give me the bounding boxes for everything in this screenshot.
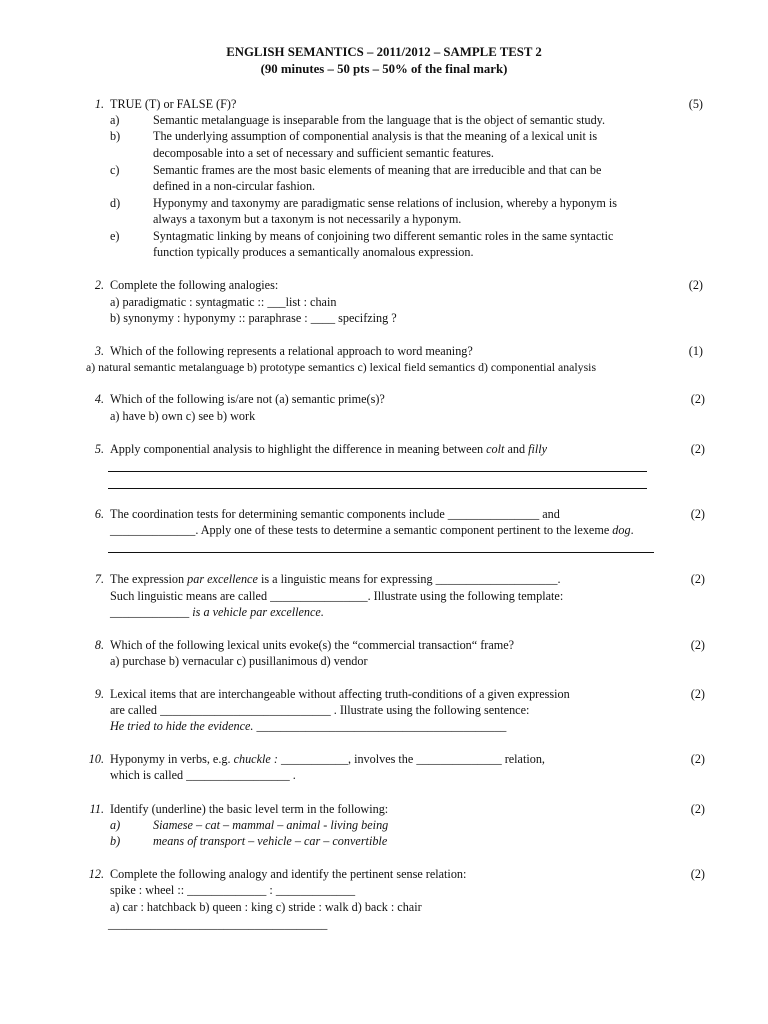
points-label: (1) bbox=[688, 344, 703, 358]
item-text: Hyponymy and taxonymy are paradigmatic sense relations of inclusion, whereby a hyponym is bbox=[153, 196, 618, 210]
question-stem: Which of the following lexical units evoke(s) the “commercial transaction“ frame? bbox=[110, 638, 515, 652]
answer-line[interactable] bbox=[108, 488, 647, 489]
template-line: _____________ is a vehicle par excellence. bbox=[110, 605, 324, 619]
term-chain-a[interactable]: Siamese – cat – mammal – animal - living being bbox=[153, 818, 389, 832]
points-label: (5) bbox=[688, 97, 703, 111]
item-label: b) bbox=[110, 834, 121, 848]
question-text: Lexical items that are interchangeable without affecting truth-conditions of a given expression bbox=[110, 687, 570, 701]
question-text: which is called _________________ . bbox=[110, 768, 296, 782]
points-label: (2) bbox=[690, 752, 705, 766]
term-chuckle: chuckle : bbox=[233, 752, 278, 766]
answer-line[interactable] bbox=[108, 552, 654, 553]
term-chain-b[interactable]: means of transport – vehicle – car – convertible bbox=[153, 834, 388, 848]
item-text: Semantic frames are the most basic elements of meaning that are irreducible and that can be bbox=[153, 163, 602, 177]
question-number: 10. bbox=[88, 752, 104, 766]
question-text: are called ____________________________ . Illustrate using the following sentence: bbox=[110, 703, 530, 717]
points-label: (2) bbox=[690, 442, 705, 456]
question-text: The coordination tests for determining semantic components include _______________ and bbox=[110, 507, 560, 521]
points-label: (2) bbox=[690, 687, 705, 701]
analogy-a: a) paradigmatic : syntagmatic :: ___list : chain bbox=[110, 295, 337, 309]
analogy-b: b) synonymy : hyponymy :: paraphrase : ____ specifzing ? bbox=[110, 311, 397, 325]
item-text: The underlying assumption of componential analysis is that the meaning of a lexical unit is bbox=[153, 129, 598, 143]
example-sentence: He tried to hide the evidence. _________________________________________ bbox=[110, 719, 507, 733]
question-number: 7. bbox=[94, 572, 104, 586]
item-label: a) bbox=[110, 818, 121, 832]
question-number: 12. bbox=[88, 867, 104, 881]
answer-options: a) natural semantic metalanguage b) prototype semantics c) lexical field semantics d) componential analysis bbox=[86, 360, 597, 374]
item-text: defined in a non-circular fashion. bbox=[153, 179, 316, 193]
question-stem: Identify (underline) the basic level term in the following: bbox=[110, 802, 389, 816]
item-text: always a taxonym but a taxonym is not necessarily a hyponym. bbox=[153, 212, 462, 226]
item-text: decomposable into a set of necessary and sufficient semantic features. bbox=[153, 146, 494, 160]
question-number: 6. bbox=[94, 507, 104, 521]
points-label: (2) bbox=[690, 507, 705, 521]
item-label: d) bbox=[110, 196, 121, 210]
page-title: ENGLISH SEMANTICS – 2011/2012 – SAMPLE TEST 2 bbox=[226, 45, 542, 59]
question-number: 2. bbox=[94, 278, 104, 292]
question-stem: Apply componential analysis to highlight the difference in meaning between colt and filly bbox=[110, 442, 548, 456]
question-text: ______________. Apply one of these tests to determine a semantic component pertinent to the lexeme dog. bbox=[110, 523, 634, 537]
analogy-line: spike : wheel :: _____________ : _____________ bbox=[110, 883, 356, 897]
page-subtitle: (90 minutes – 50 pts – 50% of the final mark) bbox=[260, 62, 508, 76]
answer-options: a) purchase b) vernacular c) pusillanimous d) vendor bbox=[110, 654, 368, 668]
term-filly: filly bbox=[528, 442, 548, 456]
question-stem: Complete the following analogy and identify the pertinent sense relation: bbox=[110, 867, 467, 881]
points-label: (2) bbox=[690, 572, 705, 586]
question-stem: Which of the following is/are not (a) semantic prime(s)? bbox=[110, 392, 385, 406]
term-colt: colt bbox=[486, 442, 505, 456]
item-label: e) bbox=[110, 229, 120, 243]
answer-line[interactable]: ____________________________________ bbox=[108, 917, 328, 931]
question-number: 4. bbox=[94, 392, 104, 406]
item-label: b) bbox=[110, 129, 121, 143]
question-stem: TRUE (T) or FALSE (F)? bbox=[110, 97, 237, 111]
term-dog: dog bbox=[612, 523, 631, 537]
question-text: The expression par excellence is a linguistic means for expressing ____________________. bbox=[110, 572, 561, 586]
question-stem: Which of the following represents a relational approach to word meaning? bbox=[110, 344, 473, 358]
question-stem: Complete the following analogies: bbox=[110, 278, 279, 292]
question-number: 11. bbox=[89, 802, 104, 816]
question-number: 5. bbox=[94, 442, 104, 456]
item-label: c) bbox=[110, 163, 120, 177]
question-text: Hyponymy in verbs, e.g. chuckle : ___________, involves the ______________ relation, bbox=[110, 752, 545, 766]
answer-line[interactable] bbox=[108, 471, 647, 472]
answer-options: a) car : hatchback b) queen : king c) stride : walk d) back : chair bbox=[110, 900, 422, 914]
points-label: (2) bbox=[690, 867, 705, 881]
answer-options: a) have b) own c) see b) work bbox=[110, 409, 256, 423]
points-label: (2) bbox=[690, 802, 705, 816]
item-label: a) bbox=[110, 113, 120, 127]
question-number: 3. bbox=[94, 344, 104, 358]
points-label: (2) bbox=[690, 392, 705, 406]
item-text: function typically produces a semantically anomalous expression. bbox=[153, 245, 474, 259]
question-number: 1. bbox=[94, 97, 104, 111]
item-text: Syntagmatic linking by means of conjoining two different semantic roles in the same syntactic bbox=[153, 229, 614, 243]
points-label: (2) bbox=[690, 638, 705, 652]
question-number: 8. bbox=[94, 638, 104, 652]
item-text: Semantic metalanguage is inseparable from the language that is the object of semantic study. bbox=[153, 113, 606, 127]
points-label: (2) bbox=[688, 278, 703, 292]
term-par-excellence: par excellence bbox=[187, 572, 258, 586]
question-text: Such linguistic means are called ________________. Illustrate using the following template: bbox=[110, 589, 564, 603]
question-number: 9. bbox=[94, 687, 104, 701]
